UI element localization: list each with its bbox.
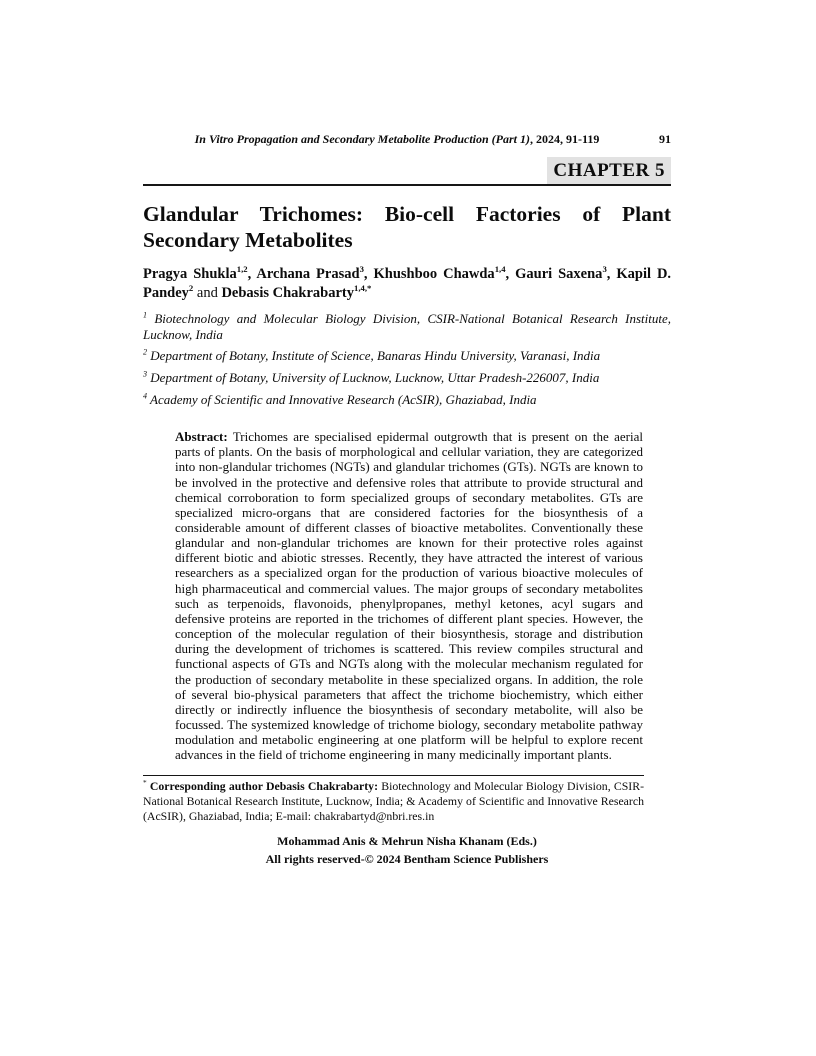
affiliation-text: Biotechnology and Molecular Biology Division, CSIR-National Botanical Research Institute, Lucknow, India	[143, 310, 671, 342]
affiliation-superscript: 4	[143, 391, 148, 401]
imprint-editors: Mohammad Anis & Mehrun Nisha Khanam (Eds.)	[277, 834, 537, 849]
author-name: Khushboo Chawda	[373, 266, 495, 283]
page-title: Glandular Trichomes: Bio-cell Factories of Plant Secondary Metabolites	[143, 201, 671, 253]
page-number: 91	[659, 132, 671, 146]
author-separator: ,	[363, 266, 374, 283]
footnote-marker: *	[143, 778, 147, 788]
affiliation-item	[143, 311, 671, 343]
authors-line	[143, 265, 671, 303]
author-superscript: 1,2	[236, 264, 248, 275]
abstract	[175, 429, 643, 762]
author-name: Kapil D. Pandey	[143, 266, 672, 301]
author-superscript: 2	[188, 283, 194, 294]
author-name: Gauri Saxena	[515, 266, 603, 283]
author-superscript: 3	[602, 264, 607, 275]
author-name: Pragya Shukla	[143, 266, 237, 283]
imprint-rights: All rights reserved-© 2024 Bentham Science Publishers	[265, 851, 549, 866]
publisher-imprint	[143, 833, 671, 868]
running-head	[143, 132, 671, 147]
document-page	[143, 0, 671, 1056]
author-name: Debasis Chakrabarty	[221, 284, 354, 301]
affiliation-item	[143, 392, 671, 408]
author-name: Archana Prasad	[256, 266, 360, 283]
author-separator: ,	[247, 266, 257, 283]
chapter-header-rule	[143, 157, 671, 186]
affiliation-superscript: 1	[143, 310, 148, 320]
abstract-text: Trichomes are specialised epidermal outgrowth that is present on the aerial parts of plants. On the basis of morphological and cellular variation, they are categorized into non-glandular trichomes (NGTs) and glandular trichomes (GTs). NGTs are known to be involved in the protective and defensive roles that attribute to provide structural and chemical corroboration to form specialized groups of secondary metabolites. GTs are specialized micro-organs that are considered factories for the biosynthesis of a considerable amount of different classes of bioactive metabolites. Conventionally these glandular and non-glandular trichomes are known for their protective roles against different biotic and abiotic stresses. Recently, they have attracted the interest of various researchers as a specialized organ for the production of various bioactive molecules of high pharmaceutical and commercial values. The major groups of secondary metabolites such as terpenoids, flavonoids, phenylpropanes, methyl ketones, acyl sugars and defensive proteins are reported in the trichomes of different plant species. However, the conception of the molecular regulation of their biosynthesis, storage and distribution during the development of trichomes is scattered. This review compiles structural and functional aspects of GTs and NGTs along with the molecular mechanism regulated for the production of secondary metabolite in these specialized organs. In addition, the role of several bio-physical parameters that affect the trichome biochemistry, which either directly or indirectly influence the biosynthesis of secondary metabolite, will also be focussed. The systemized knowledge of trichome biology, secondary metabolite pathway modulation and metabolic engineering at one platform will be helpful to explore recent advances in the field of trichome engineering in many medicinally important plants.	[175, 429, 643, 763]
affiliation-text: Department of Botany, University of Lucknow, Lucknow, Uttar Pradesh-226007, India	[150, 370, 600, 386]
book-title-suffix: , 2024, 91-119	[530, 132, 600, 146]
author-superscript: 3	[359, 264, 364, 275]
abstract-label: Abstract:	[175, 429, 228, 445]
affiliation-item	[143, 370, 671, 386]
corresponding-author-footnote	[143, 775, 644, 823]
affiliation-superscript: 2	[143, 348, 148, 358]
affiliation-text: Academy of Scientific and Innovative Research (AcSIR), Ghaziabad, India	[150, 392, 537, 408]
author-superscript: 1,4	[494, 264, 506, 275]
chapter-badge: CHAPTER 5	[547, 157, 671, 184]
footnote-text: Biotechnology and Molecular Biology Division, CSIR-National Botanical Research Institute, Lucknow, India; & Academy of Scientific and Innovative Research (AcSIR), Ghaziabad, India; E-mail: chakrabartyd@nbri.res.in	[143, 779, 645, 823]
affiliation-text: Department of Botany, Institute of Science, Banaras Hindu University, Varanasi, India	[150, 348, 601, 364]
footnote-label: Corresponding author Debasis Chakrabarty:	[149, 779, 378, 794]
author-separator: and	[193, 284, 222, 301]
author-separator: ,	[606, 266, 617, 283]
author-separator: ,	[505, 266, 516, 283]
affiliation-item	[143, 348, 671, 364]
book-title: In Vitro Propagation and Secondary Metabolite Production (Part 1)	[194, 132, 531, 146]
affiliations-list	[143, 311, 671, 408]
affiliation-superscript: 3	[143, 370, 148, 379]
author-superscript: 1,4,*	[353, 283, 372, 294]
running-head-title	[143, 132, 651, 147]
